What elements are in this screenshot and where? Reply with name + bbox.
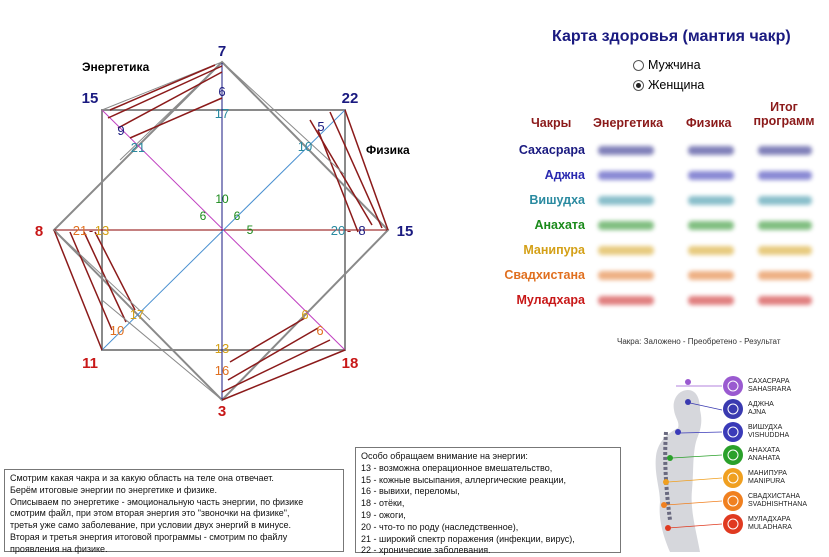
physics-value-obscured — [688, 271, 734, 280]
body-chakra-sub: SVADHISHTHANA — [748, 501, 807, 508]
energy-value-obscured — [598, 221, 654, 230]
physics-value-obscured — [688, 171, 734, 180]
svg-text:-: - — [88, 223, 94, 238]
chakra-symbol-icon — [723, 468, 743, 488]
outer-top-right-value: 22 — [341, 90, 359, 107]
energy-attention-box — [355, 447, 621, 556]
svg-text:-: - — [346, 223, 352, 238]
radio-female[interactable] — [633, 80, 644, 91]
chakra-symbol-icon — [723, 445, 743, 465]
inner-value: 6 — [218, 84, 226, 99]
body-chakra-label — [748, 516, 792, 532]
total-value-obscured — [758, 246, 812, 255]
note-line: Смотрим какая чакра и за какую область на теле она отвечает. — [10, 473, 274, 483]
body-chakra-name: САХАСРАРА — [748, 378, 790, 385]
inner-value: 6 — [233, 209, 241, 223]
note-line: 13 - возможна операционное вмешательство, — [361, 462, 553, 473]
body-chakra-name: МАНИПУРА — [748, 470, 787, 477]
body-chakra-name: ВИШУДХА — [748, 424, 783, 431]
note-line: 19 - ожоги, — [361, 509, 406, 520]
inner-value: 6 — [316, 323, 324, 338]
body-chakra-label — [748, 378, 791, 394]
body-chakra-sub: SAHASRARA — [748, 386, 792, 393]
inner-value: 17 — [214, 106, 230, 121]
total-value-obscured — [758, 221, 812, 230]
note-line: 20 - что-то по роду (наследственное), — [361, 521, 519, 532]
physics-value-obscured — [688, 246, 734, 255]
chakra-row-label: Вишудха — [529, 193, 585, 207]
total-value-obscured — [758, 271, 812, 280]
note-line: 15 - кожные высыпания, аллергические реакции, — [361, 474, 567, 485]
chakra-symbol-icon — [723, 491, 743, 511]
chakra-row-label: Манипура — [523, 243, 585, 257]
outer-right-value: 15 — [396, 223, 414, 240]
chakra-symbol-icon — [723, 399, 743, 419]
gender-option-female[interactable] — [633, 78, 704, 92]
outer-bottom-right-value: 18 — [341, 355, 359, 372]
instructions-box — [4, 469, 344, 552]
inner-value: 21 — [72, 223, 88, 238]
chakra-row-label: Свадхистана — [504, 268, 585, 282]
body-chakra-label — [748, 493, 807, 509]
energy-value-obscured — [598, 196, 654, 205]
body-chakra-label — [748, 424, 789, 440]
inner-value: 21 — [130, 140, 146, 155]
inner-value: 10 — [109, 323, 125, 338]
inner-value: 17 — [129, 307, 145, 322]
total-value-obscured — [758, 146, 812, 155]
inner-value: 10 — [297, 139, 313, 154]
body-chakra-sub: MULADHARA — [748, 524, 792, 531]
note-line: Вторая и третья энергия итоговой программы - смотрим по файлу — [10, 531, 288, 542]
outer-bottom-left-value: 11 — [82, 355, 98, 372]
chakra-symbol-icon — [723, 376, 743, 396]
total-value-obscured — [758, 171, 812, 180]
energy-value-obscured — [598, 146, 654, 155]
gender-option-male[interactable] — [633, 58, 701, 72]
note-line: Особо обращаем внимание на энергии: — [361, 451, 528, 461]
note-line: 21 - широкий спектр поражения (инфекции, вирус), — [361, 533, 575, 544]
body-chakra-sub: AJNA — [748, 409, 766, 416]
body-chakra-name: СВАДХИСТАНА — [748, 493, 801, 500]
energy-value-obscured — [598, 271, 654, 280]
inner-value: 8 — [358, 223, 366, 238]
inner-value: 13 — [214, 341, 230, 356]
note-line: смотрим файл, при этом вторая энергия это "звоночки на физике", — [10, 508, 290, 519]
body-silhouette — [656, 390, 702, 552]
note-line: Описываем по энергетике - эмоциональную часть энергии, по физике — [10, 496, 304, 507]
outer-top-left-value: 15 — [81, 90, 99, 107]
chakra-symbol-icon — [723, 514, 743, 534]
radio-male[interactable] — [633, 60, 644, 71]
body-chakra-label — [748, 447, 780, 463]
note-line: 22 - хронические заболевания. — [361, 545, 491, 556]
column-header-physics: Физика — [686, 116, 732, 130]
gender-label-male: Мужчина — [648, 58, 701, 72]
body-chakra-illustration — [630, 370, 829, 555]
legend-note: Чакра: Заложено - Преобретено - Результат — [617, 337, 781, 346]
energy-label: Энергетика — [82, 60, 150, 74]
inner-value: 16 — [214, 363, 230, 378]
column-header-total-line2: программ — [753, 114, 815, 128]
inner-value: 5 — [317, 119, 325, 134]
energy-value-obscured — [598, 171, 654, 180]
gender-label-female: Женщина — [648, 78, 705, 92]
energy-value-obscured — [598, 246, 654, 255]
body-chakra-label — [748, 401, 774, 417]
body-chakra-label — [748, 470, 787, 486]
physics-value-obscured — [688, 146, 734, 155]
chakra-row-label: Сахасрара — [518, 143, 585, 157]
body-chakra-sub: ANAHATA — [748, 455, 781, 462]
chakra-row-label: Муладхара — [516, 293, 585, 307]
column-header-total — [752, 100, 816, 128]
outer-top-value: 7 — [217, 43, 227, 60]
chakra-symbol-icon — [723, 422, 743, 442]
note-line: третья уже само заболевание, при условии двух энергий в минусе. — [10, 520, 292, 531]
note-line: Берём итоговые энергии по энергетике и физике. — [10, 484, 218, 495]
note-line: 16 - вывихи, переломы, — [361, 486, 460, 497]
body-chakra-name: МУЛАДХАРА — [748, 516, 791, 523]
physics-value-obscured — [688, 221, 734, 230]
column-header-total-line1: Итог — [770, 100, 798, 114]
note-line: 18 - отёки, — [361, 498, 405, 509]
physics-value-obscured — [688, 196, 734, 205]
inner-value: 6 — [301, 307, 309, 322]
chakra-row-label: Аджна — [544, 168, 585, 182]
body-chakra-name: АНАХАТА — [748, 447, 780, 454]
page-title: Карта здоровья (мантия чакр) — [552, 28, 791, 45]
inner-value: 5 — [246, 223, 254, 237]
inner-value: 20 — [330, 223, 346, 238]
energy-value-obscured — [598, 296, 654, 305]
body-chakra-sub: VISHUDDHA — [748, 432, 790, 439]
inner-value: 10 — [215, 192, 229, 206]
inner-value: 13 — [94, 223, 110, 238]
inner-value: 9 — [117, 123, 125, 138]
physics-value-obscured — [688, 296, 734, 305]
column-header-energy: Энергетика — [593, 116, 664, 130]
total-value-obscured — [758, 296, 812, 305]
outer-bottom-value: 3 — [217, 403, 227, 420]
outer-left-value: 8 — [34, 223, 44, 240]
inner-value: 6 — [199, 209, 207, 223]
note-line: проявления на физике. — [10, 543, 108, 554]
physics-label: Физика — [366, 143, 410, 157]
body-chakra-name: АДЖНА — [748, 401, 774, 408]
total-value-obscured — [758, 196, 812, 205]
chakra-row-label: Анахата — [534, 218, 585, 232]
body-chakra-sub: MANIPURA — [748, 478, 785, 485]
column-header-chakras: Чакры — [531, 116, 572, 130]
